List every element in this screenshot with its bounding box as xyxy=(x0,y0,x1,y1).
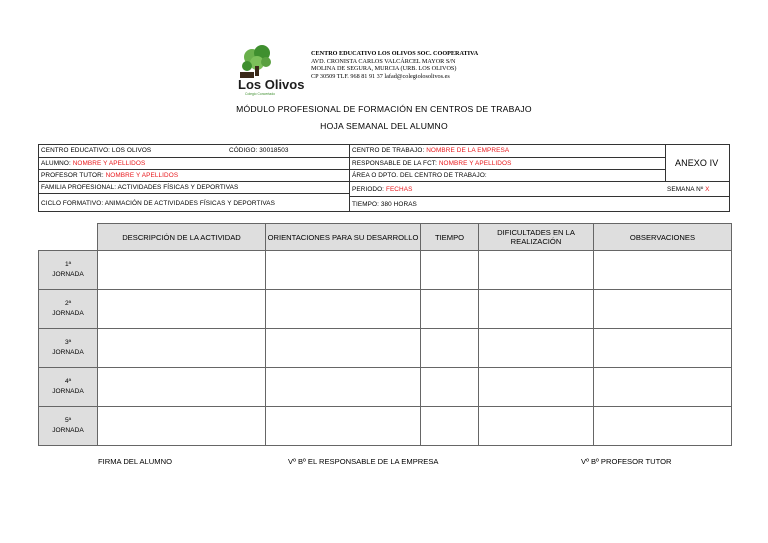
ciclo-formativo: CICLO FORMATIVO: ANIMACIÓN DE ACTIVIDADES FÍSICAS Y DEPORTIVAS xyxy=(41,200,275,207)
centro-trabajo-value: NOMBRE DE LA EMPRESA xyxy=(426,147,510,154)
orientaciones-cell[interactable] xyxy=(266,407,421,446)
olive-tree-icon xyxy=(236,44,306,96)
dificultades-cell[interactable] xyxy=(479,407,594,446)
org-address: AVD. CRONISTA CARLOS VALCÁRCEL MAYOR S/N xyxy=(311,57,456,65)
periodo-label: PERIODO: xyxy=(352,186,386,193)
column-header-observaciones: OBSERVACIONES xyxy=(594,224,732,251)
tiempo-cell[interactable] xyxy=(421,368,479,407)
descripcion-cell[interactable] xyxy=(98,251,266,290)
observaciones-cell[interactable] xyxy=(594,251,732,290)
row-label: 2ª JORNADA xyxy=(39,290,98,329)
descripcion-cell[interactable] xyxy=(98,368,266,407)
table-header-row xyxy=(39,224,732,251)
dificultades-cell[interactable] xyxy=(479,368,594,407)
centro-trabajo-field xyxy=(352,147,509,154)
tiempo-cell[interactable] xyxy=(421,290,479,329)
alumno-field xyxy=(41,160,145,167)
logo-subtext: Colegio Concertado xyxy=(245,92,275,96)
semana-field xyxy=(667,186,710,193)
row-label: 5ª JORNADA xyxy=(39,407,98,446)
signature-tutor: Vº Bº PROFESOR TUTOR xyxy=(581,457,672,466)
descripcion-cell[interactable] xyxy=(98,407,266,446)
orientaciones-cell[interactable] xyxy=(266,251,421,290)
table-row xyxy=(39,329,732,368)
table-row xyxy=(39,290,732,329)
header-info-table xyxy=(38,144,730,212)
corner-cell xyxy=(39,224,98,251)
signature-alumno: FIRMA DEL ALUMNO xyxy=(98,457,172,466)
semana-value: X xyxy=(705,186,710,193)
alumno-label: ALUMNO: xyxy=(41,160,73,167)
alumno-value: NOMBRE Y APELLIDOS xyxy=(72,160,146,167)
tiempo-cell[interactable] xyxy=(421,407,479,446)
observaciones-cell[interactable] xyxy=(594,368,732,407)
semana-label: SEMANA Nº xyxy=(667,186,706,193)
table-row xyxy=(39,251,732,290)
column-header-dificultades: DIFICULTADES EN LA REALIZACIÓN xyxy=(479,224,594,251)
org-info xyxy=(311,50,478,80)
familia-profesional: FAMILIA PROFESIONAL: ACTIVIDADES FÍSICAS Y DEPORTIVAS xyxy=(41,184,239,191)
row-label: 1ª JORNADA xyxy=(39,251,98,290)
tiempo-cell[interactable] xyxy=(421,329,479,368)
centro-educativo: CENTRO EDUCATIVO: LOS OLIVOS xyxy=(41,147,152,154)
dificultades-cell[interactable] xyxy=(479,251,594,290)
school-logo xyxy=(236,44,306,96)
periodo-value: FECHAS xyxy=(385,186,413,193)
tiempo-total: TIEMPO: 380 HORAS xyxy=(352,201,417,208)
column-header-tiempo: TIEMPO xyxy=(421,224,479,251)
area-dpto: ÁREA O DPTO. DEL CENTRO DE TRABAJO: xyxy=(352,172,487,179)
dificultades-cell[interactable] xyxy=(479,290,594,329)
signature-responsable: Vº Bº EL RESPONSABLE DE LA EMPRESA xyxy=(288,457,439,466)
descripcion-cell[interactable] xyxy=(98,290,266,329)
anexo-label: ANEXO IV xyxy=(675,158,719,168)
descripcion-cell[interactable] xyxy=(98,329,266,368)
logo-text: Los Olivos xyxy=(238,77,305,92)
orientaciones-cell[interactable] xyxy=(266,329,421,368)
observaciones-cell[interactable] xyxy=(594,290,732,329)
org-name: CENTRO EDUCATIVO LOS OLIVOS SOC. COOPERATIVA xyxy=(311,50,479,57)
row-label: 3ª JORNADA xyxy=(39,329,98,368)
centro-trabajo-label: CENTRO DE TRABAJO: xyxy=(352,147,427,154)
responsable-label: RESPONSABLE DE LA FCT: xyxy=(352,160,439,167)
weekly-activity-table xyxy=(38,223,732,446)
responsable-field xyxy=(352,160,511,167)
org-city: MOLINA DE SEGURA, MURCIA (URB. LOS OLIVOS) xyxy=(311,65,457,73)
observaciones-cell[interactable] xyxy=(594,407,732,446)
document-title: MÓDULO PROFESIONAL DE FORMACIÓN EN CENTROS DE TRABAJO xyxy=(236,104,532,114)
table-row xyxy=(39,368,732,407)
orientaciones-cell[interactable] xyxy=(266,290,421,329)
periodo-field xyxy=(352,186,412,193)
table-row xyxy=(39,407,732,446)
org-contact: CP 30509 TLF. 968 81 91 37 lafad@colegiolosolivos.es xyxy=(311,72,450,80)
column-header-orientaciones: ORIENTACIONES PARA SU DESARROLLO xyxy=(266,224,421,251)
column-header-descripcion: DESCRIPCIÓN DE LA ACTIVIDAD xyxy=(98,224,266,251)
dificultades-cell[interactable] xyxy=(479,329,594,368)
tutor-value: NOMBRE Y APELLIDOS xyxy=(105,172,179,179)
tutor-label: PROFESOR TUTOR: xyxy=(41,172,106,179)
codigo: CÓDIGO: 30018503 xyxy=(229,147,289,154)
responsable-value: NOMBRE Y APELLIDOS xyxy=(438,160,512,167)
document-subtitle: HOJA SEMANAL DEL ALUMNO xyxy=(320,121,448,131)
observaciones-cell[interactable] xyxy=(594,329,732,368)
orientaciones-cell[interactable] xyxy=(266,368,421,407)
tiempo-cell[interactable] xyxy=(421,251,479,290)
row-label: 4ª JORNADA xyxy=(39,368,98,407)
tutor-field xyxy=(41,172,178,179)
